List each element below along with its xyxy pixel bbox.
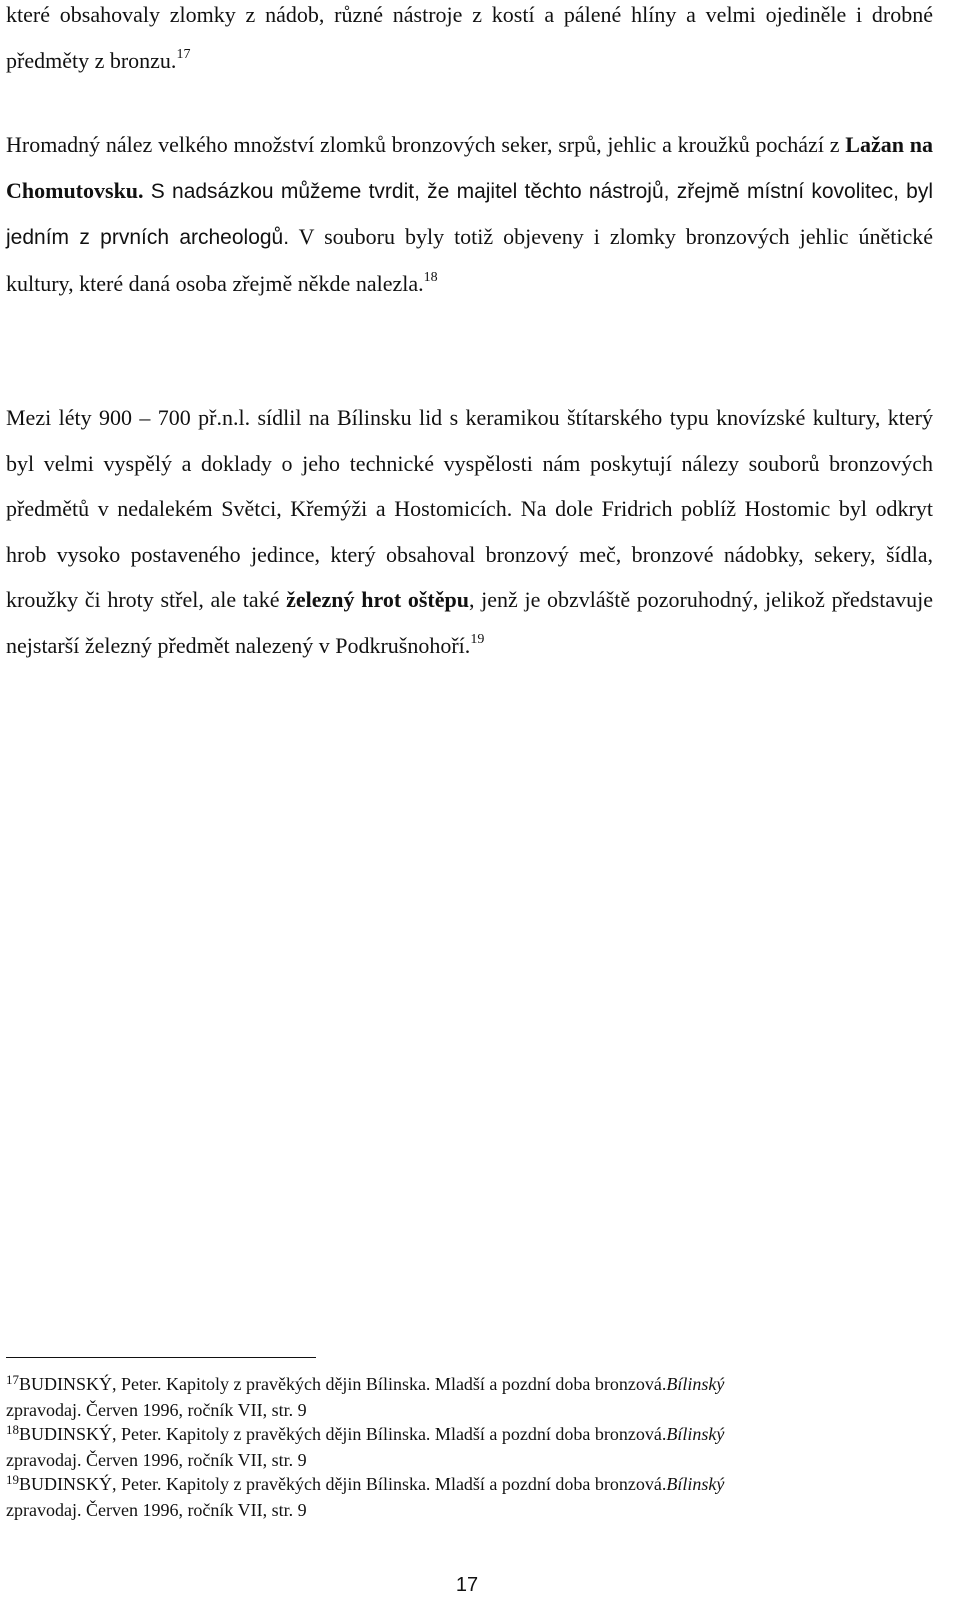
footnote-ref-19: 19	[470, 631, 485, 647]
footnote-ref-17: 17	[176, 46, 191, 62]
page-number: 17	[455, 1574, 479, 1596]
footnote-ref-18: 18	[423, 269, 438, 285]
paragraph-3: Mezi léty 900 – 700 př.n.l. sídlil na Bílinsku lid s keramikou štítarského typu knovízské kultury, který byl velmi vyspělý a doklady o jeho technické vyspělosti nám poskytují nálezy souborů bronzových předmětů v nedalekém Světci, Křemýži a Hostomicích. Na dole Fridrich poblíž Hostomic byl odkryt hrob vysoko postaveného jedince, který obsahoval bronzový meč, bronzové nádobky, sekery, šídla, kroužky či hroty střel, ale také železný hrot oštěpu, jenž je obzvláště pozoruhodný, jelikož představuje nejstarší železný předmět nalezený v Podkrušnohoří.$^{19}$	[6, 405, 933, 658]
footnote-18: $^{18}$BUDINSKÝ, Peter. Kapitoly z pravěkých dějin Bílinska. Mladší a pozdní doba bronzová.Bílinský zpravodaj. Červen 1996, ročník VII, str. 9	[6, 1422, 725, 1470]
bold-place-name: Lažan na Chomutovsku.	[6, 132, 933, 203]
footnote-divider	[6, 1357, 316, 1358]
paragraph-2: Hromadný nález velkého množství zlomků bronzových seker, srpů, jehlic a kroužků pochází z Lažan na Chomutovsku. S nadsázkou můžeme tvrdit, že majitel těchto nástrojů, zřejmě místní kovolitec, byl jedním z prvních archeologů. V souboru byly totiž objeveny i zlomky bronzových jehlic únětické kultury, které daná osoba zřejmě někde nalezla.$^{18}$	[6, 132, 933, 296]
paragraph-1: které obsahovaly zlomky z nádob, různé nástroje z kostí a pálené hlíny a velmi ojediněle i drobné předměty z bronzu.$^{17}$	[6, 2, 933, 73]
footnote-19: $^{19}$BUDINSKÝ, Peter. Kapitoly z pravěkých dějin Bílinska. Mladší a pozdní doba bronzová.Bílinský zpravodaj. Červen 1996, ročník VII, str. 9	[6, 1472, 725, 1520]
footnote-17: $^{17}$BUDINSKÝ, Peter. Kapitoly z pravěkých dějin Bílinska. Mladší a pozdní doba bronzová.Bílinský zpravodaj. Červen 1996, ročník VII, str. 9	[6, 1372, 725, 1420]
bold-iron-spearhead: železný hrot oštěpu	[286, 587, 469, 612]
